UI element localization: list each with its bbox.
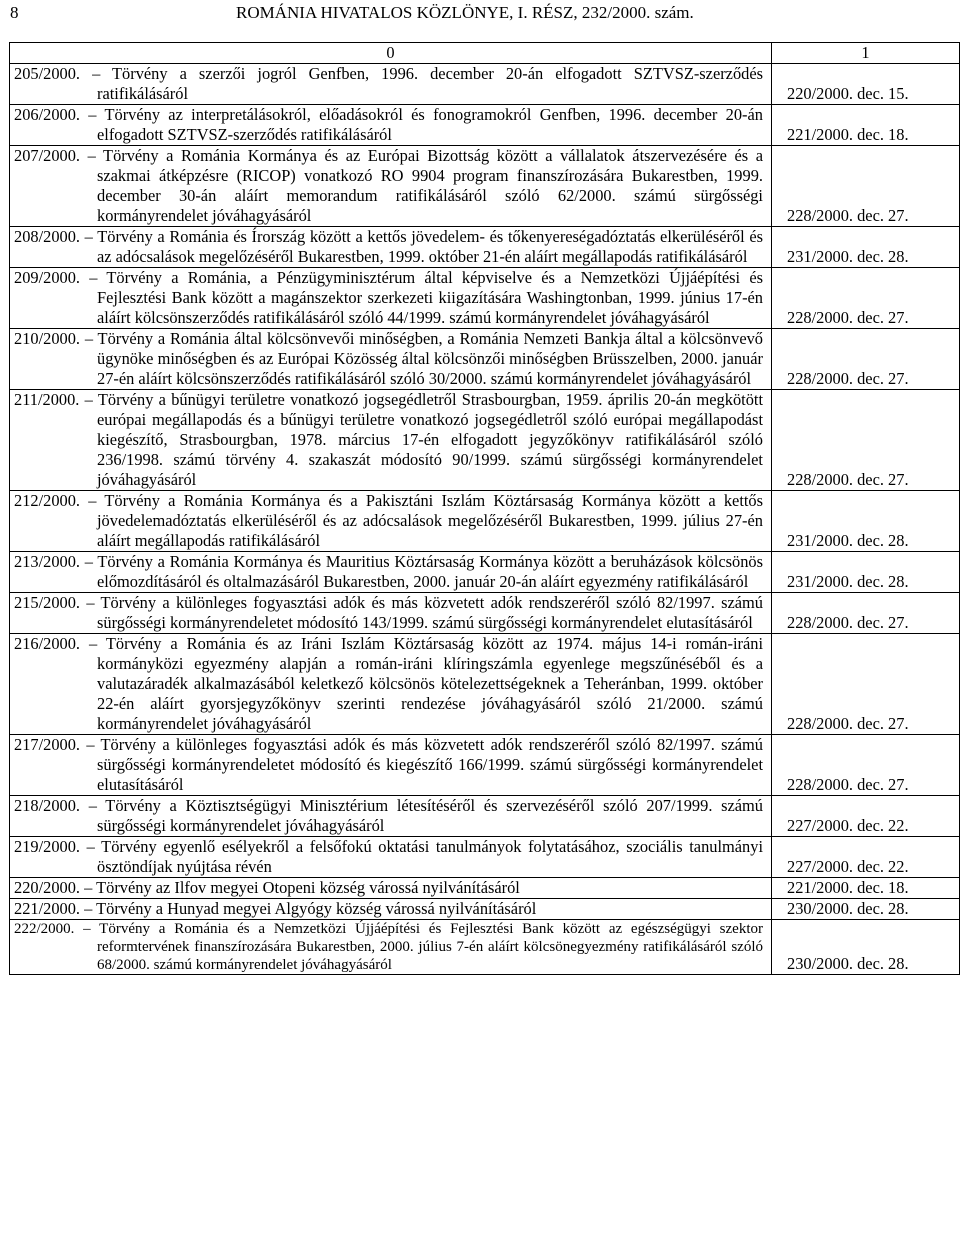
law-entry-cell <box>10 837 772 878</box>
table-row <box>10 796 960 837</box>
table-row <box>10 268 960 329</box>
law-entry-cell <box>10 634 772 735</box>
law-list-table <box>9 42 960 975</box>
law-entry-cell <box>10 105 772 146</box>
gazette-issue-date: 231/2000. dec. 28. <box>772 227 960 268</box>
table-row <box>10 105 960 146</box>
law-entry-text: 205/2000. – Törvény a szerzői jogról Genfben, 1996. december 20-án elfogadott SZTVSZ-szerződés ratifikálásáról <box>14 64 763 103</box>
gazette-issue-date: 228/2000. dec. 27. <box>772 146 960 227</box>
law-entry-text: 209/2000. – Törvény a Románia, a Pénzügyminisztérum által képviselve és a Nemzetközi Újjáépítési és Fejlesztési Bank között a magánszektor szerkezeti kiigazítására Washingtonban, 1999. június 17-én aláírt kölcsönszerződés ratifikálásáról szóló 44/1999. számú kormányrendelet jóváhagyásáról <box>14 268 763 327</box>
table-row <box>10 837 960 878</box>
table-row <box>10 390 960 491</box>
law-entry-cell <box>10 593 772 634</box>
law-entry-text: 206/2000. – Törvény az interpretálásokról, előadásokról és fonogramokról Genfben, 1996. december 20-án elfogadott SZTVSZ-szerződés ratifikálásáról <box>14 105 763 144</box>
gazette-issue-date: 228/2000. dec. 27. <box>772 329 960 390</box>
gazette-issue-date: 220/2000. dec. 15. <box>772 64 960 105</box>
table-row <box>10 329 960 390</box>
law-entry-text: 222/2000. – Törvény a Románia és a Nemzetközi Újjáépítési és Fejlesztési Bank között az egészségügyi szektor reformtervének finanszírozására Bukarestben, 2000. július 7-én aláírt kölcsönegyezmény ratifikálásáról szóló 68/2000. számú kormányrendelet jóváhagyásáról <box>14 921 763 973</box>
law-entry-cell <box>10 796 772 837</box>
law-entry-text: 219/2000. – Törvény egyenlő esélyekről a felsőfokú oktatási tanulmányok folytatásához, szociális tanulmányi ösztöndíjak nyújtása révén <box>14 837 763 876</box>
law-entry-text: 210/2000. – Törvény a Románia által kölcsönvevői minőségben, a Románia Nemzeti Bankja által a kölcsönvevő ügynöke minőségben és az Európai Közösség által kölcsönzői minőségben Brüsszelben, 2000. január 27-én aláírt kölcsönszerződés ratifikálásáról szóló 30/2000. számú kormányrendelet jóváhagyásáról <box>14 329 763 388</box>
table-row <box>10 920 960 975</box>
table-row <box>10 634 960 735</box>
law-entry-cell <box>10 899 772 920</box>
gazette-issue-date: 228/2000. dec. 27. <box>772 390 960 491</box>
gazette-title: ROMÁNIA HIVATALOS KÖZLÖNYE, I. RÉSZ, 232/2000. szám. <box>236 3 694 22</box>
law-entry-cell <box>10 552 772 593</box>
law-entry-text: 220/2000. – Törvény az Ilfov megyei Otopeni község várossá nyilvánításáról <box>14 878 520 897</box>
gazette-issue-date: 221/2000. dec. 18. <box>772 878 960 899</box>
table-row <box>10 878 960 899</box>
table-row <box>10 552 960 593</box>
law-entry-cell <box>10 64 772 105</box>
law-entry-text: 208/2000. – Törvény a Románia és Írország között a kettős jövedelem- és tőkenyereségadóztatás elkerüléséről és az adócsalások megelőzéséről Bukarestben, 1999. október 21-én aláírt megállapodás ratifikálásáról <box>14 227 763 266</box>
law-entry-cell <box>10 735 772 796</box>
law-entry-cell <box>10 878 772 899</box>
table-header-row <box>10 43 960 64</box>
gazette-issue-date: 230/2000. dec. 28. <box>772 899 960 920</box>
gazette-issue-date: 231/2000. dec. 28. <box>772 491 960 552</box>
gazette-issue-date: 227/2000. dec. 22. <box>772 796 960 837</box>
law-entry-cell <box>10 491 772 552</box>
column-header-0: 0 <box>10 43 772 64</box>
law-entry-cell <box>10 268 772 329</box>
law-entry-cell <box>10 390 772 491</box>
law-entry-text: 212/2000. – Törvény a Románia Kormánya és a Pakisztáni Iszlám Köztársaság Kormánya között a kettős jövedelemadóztatás elkerüléséről és az adócsalások megelőzéséről Bukarestben, 1999. július 27-én aláírt megállapodás ratifikálásáról <box>14 491 763 550</box>
gazette-issue-date: 228/2000. dec. 27. <box>772 634 960 735</box>
law-entry-cell <box>10 329 772 390</box>
gazette-issue-date: 230/2000. dec. 28. <box>772 920 960 975</box>
table-row <box>10 735 960 796</box>
page-number: 8 <box>10 3 19 22</box>
gazette-issue-date: 228/2000. dec. 27. <box>772 268 960 329</box>
law-entry-text: 218/2000. – Törvény a Köztisztségügyi Minisztérium létesítéséről és szervezéséről szóló 207/1999. számú sürgősségi kormányrendelet jóváhagyásáról <box>14 796 763 835</box>
law-entry-cell <box>10 227 772 268</box>
gazette-issue-date: 231/2000. dec. 28. <box>772 552 960 593</box>
law-entry-text: 207/2000. – Törvény a Románia Kormánya és az Európai Bizottság között a vállalatok átszervezésére és a szakmai átképzésre (RICOP) vonatkozó RO 9904 program finanszírozására Bukarestben, 1999. december 30-án aláírt memorandum ratifikálásáról szóló 62/2000. számú sürgősségi kormányrendelet jóváhagyásáról <box>14 146 763 225</box>
gazette-issue-date: 227/2000. dec. 22. <box>772 837 960 878</box>
law-entry-text: 211/2000. – Törvény a bűnügyi területre vonatkozó jogsegédletről Strasbourgban, 1959. április 20-án megkötött európai megállapodás és a bűnügyi területre vonatkozó jogsegédletről szóló európai megállapodást kiegészítő, Strasbourgban, 1978. március 17-én elfogadott jegyzőkönyv ratifikálásáról szóló 236/1998. számú törvény 4. szakaszát módosító 90/1999. számú sürgősségi kormányrendelet jóváhagyásáról <box>14 390 763 489</box>
law-entry-text: 221/2000. – Törvény a Hunyad megyei Algyógy község várossá nyilvánításáról <box>14 899 537 918</box>
column-header-1: 1 <box>772 43 960 64</box>
table-row <box>10 64 960 105</box>
law-entry-text: 217/2000. – Törvény a különleges fogyasztási adók és más közvetett adók rendszeréről szóló 82/1997. számú sürgősségi kormányrendeletet módosító és kiegészítő 166/1999. számú sürgősségi kormányrendelet elutasításáról <box>14 735 763 794</box>
page-header <box>0 3 960 27</box>
gazette-issue-date: 228/2000. dec. 27. <box>772 593 960 634</box>
table-row <box>10 899 960 920</box>
table-row <box>10 593 960 634</box>
law-entry-text: 213/2000. – Törvény a Románia Kormánya és Mauritius Köztársaság Kormánya között a beruházások kölcsönös előmozdításáról és oltalmazásáról Bukarestben, 2000. január 20-án aláírt egyezmény ratifikálásáról <box>14 552 763 591</box>
law-entry-cell <box>10 146 772 227</box>
table-row <box>10 491 960 552</box>
law-entry-text: 215/2000. – Törvény a különleges fogyasztási adók és más közvetett adók rendszeréről szóló 82/1997. számú sürgősségi kormányrendeletet módosító 143/1999. számú sürgősségi kormányrendelet elutasításáról <box>14 593 763 632</box>
law-entry-text: 216/2000. – Törvény a Románia és az Iráni Iszlám Köztársaság között az 1974. május 14-i román-iráni kormányközi egyezmény alapján a román-iráni klíringszámla egyenlege megszűnéséből és a valutazáradék alkalmazásából keletkező kölcsönös kötelezettségeknek a Teheránban, 1999. október 22-én aláírt gyorsjegyzőkönyv szerinti rendezése jóváhagyásáról szóló 21/2000. számú kormányrendelet jóváhagyásáról <box>14 634 763 733</box>
gazette-issue-date: 221/2000. dec. 18. <box>772 105 960 146</box>
law-entry-cell <box>10 920 772 975</box>
table-row <box>10 146 960 227</box>
gazette-issue-date: 228/2000. dec. 27. <box>772 735 960 796</box>
table-row <box>10 227 960 268</box>
